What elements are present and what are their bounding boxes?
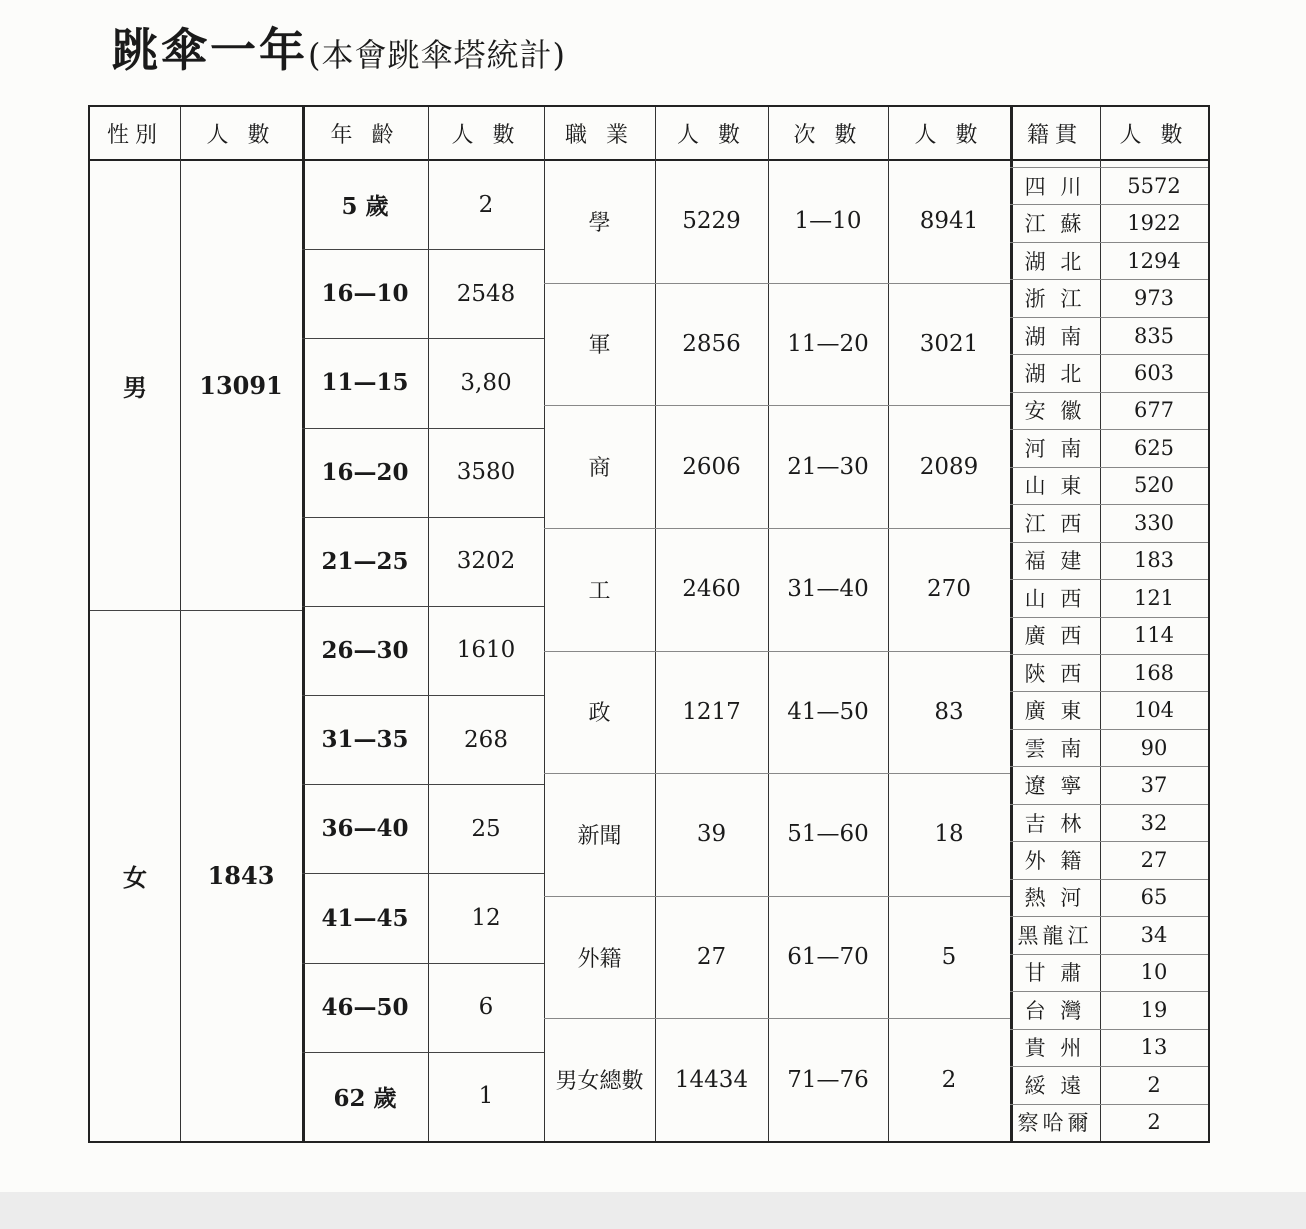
times-count: 3021: [919, 330, 979, 357]
age-count: 6: [478, 994, 494, 1021]
row-divider: [302, 338, 544, 339]
times-count: 83: [934, 698, 964, 725]
origin-count: 32: [1140, 810, 1168, 835]
age-range: 31—35: [321, 726, 409, 754]
sex-count: 1843: [207, 861, 275, 890]
times-range: 61—70: [787, 944, 869, 971]
age-range: 26—30: [321, 636, 409, 664]
origin-count: 973: [1133, 286, 1175, 311]
row-divider: [1010, 691, 1208, 692]
origin-province: 甘 肅: [1024, 961, 1086, 986]
age-count: 1: [478, 1083, 494, 1110]
occupation-label: 學: [588, 210, 611, 236]
age-count: 1610: [456, 637, 516, 664]
occupation-label: 商: [588, 456, 611, 482]
occupation-count: 39: [696, 821, 727, 848]
times-range: 21—30: [787, 453, 869, 480]
occupation-label: 政: [588, 701, 611, 727]
origin-province: 廣 東: [1024, 699, 1086, 724]
header-origin-count: 人 數: [1119, 123, 1189, 148]
origin-count: 104: [1133, 698, 1175, 723]
header-age: 年 齡: [330, 123, 400, 148]
row-divider: [1010, 954, 1208, 955]
times-range: 71—76: [787, 1066, 869, 1093]
header-occ-count: 人 數: [677, 123, 746, 148]
row-divider: [1010, 504, 1208, 505]
times-range: 11—20: [787, 330, 869, 357]
row-divider: [1010, 542, 1208, 543]
row-divider: [302, 784, 544, 785]
age-count: 2: [478, 191, 494, 218]
origin-province: 湖 北: [1024, 362, 1086, 387]
title-subtitle: (本會跳傘塔統計): [308, 36, 566, 74]
times-count: 18: [934, 821, 964, 848]
origin-count: 34: [1140, 922, 1168, 947]
occupation-count: 14434: [674, 1066, 749, 1093]
origin-province: 貴 州: [1024, 1036, 1086, 1061]
row-divider: [1010, 579, 1208, 580]
row-divider: [1010, 354, 1208, 355]
row-divider: [1010, 654, 1208, 655]
origin-count: 121: [1133, 585, 1175, 610]
origin-count: 625: [1133, 435, 1175, 460]
origin-count: 90: [1140, 735, 1168, 760]
header-sex: 性別: [106, 123, 163, 148]
times-range: 31—40: [787, 576, 869, 603]
row-divider: [1010, 204, 1208, 205]
row-divider: [1010, 317, 1208, 318]
sex-count: 13091: [199, 370, 283, 400]
origin-province: 廣 西: [1024, 624, 1086, 649]
row-divider: [302, 695, 544, 696]
origin-count: 37: [1140, 773, 1168, 798]
row-divider: [1010, 916, 1208, 917]
occupation-count: 2460: [682, 576, 741, 603]
origin-count: 10: [1140, 960, 1168, 985]
row-divider: [1010, 429, 1208, 430]
origin-province: 台 灣: [1024, 998, 1086, 1023]
origin-count: 1922: [1127, 211, 1181, 236]
origin-province: 外 籍: [1024, 849, 1086, 874]
row-divider: [1010, 879, 1208, 880]
row-divider: [1010, 1066, 1208, 1067]
age-range: 46—50: [321, 993, 409, 1021]
row-divider: [1010, 841, 1208, 842]
header-times-count: 人 數: [914, 123, 984, 148]
row-divider: [302, 873, 544, 874]
age-count: 2548: [456, 280, 516, 307]
origin-province: 湖 南: [1024, 324, 1086, 349]
origin-count: 2: [1147, 1072, 1161, 1097]
origin-province: 安 徽: [1024, 399, 1086, 424]
origin-count: 677: [1133, 398, 1175, 423]
header-sex-count: 人 數: [206, 123, 276, 148]
age-count: 3580: [456, 459, 516, 486]
origin-count: 1294: [1127, 248, 1181, 273]
age-range: 16—10: [321, 280, 409, 308]
origin-province: 河 南: [1024, 436, 1086, 461]
times-range: 51—60: [787, 821, 869, 848]
age-range: 36—40: [321, 815, 409, 843]
age-range: 21—25: [321, 547, 409, 575]
row-divider: [302, 606, 544, 607]
origin-count: 114: [1133, 623, 1175, 648]
origin-province: 陝 西: [1024, 661, 1086, 686]
age-range: 62 歲: [333, 1084, 397, 1112]
row-divider: [302, 517, 544, 518]
origin-count: 168: [1133, 660, 1175, 685]
row-divider: [302, 1052, 544, 1053]
row-divider: [1010, 804, 1208, 805]
origin-province: 黑龍江: [1017, 923, 1093, 948]
row-divider: [1010, 242, 1208, 243]
row-divider: [90, 610, 302, 611]
row-divider: [1010, 766, 1208, 767]
origin-province: 四 川: [1024, 174, 1086, 199]
age-range: 41—45: [321, 904, 409, 932]
origin-count: 330: [1133, 510, 1175, 535]
row-divider: [1010, 617, 1208, 618]
origin-province: 察哈爾: [1017, 1111, 1093, 1136]
origin-count: 65: [1140, 885, 1168, 910]
origin-count: 183: [1133, 548, 1175, 573]
header-occupation: 職 業: [565, 123, 634, 148]
occupation-label: 新聞: [577, 823, 622, 849]
row-divider: [1010, 392, 1208, 393]
times-range: 41—50: [787, 698, 869, 725]
row-divider: [302, 428, 544, 429]
row-divider: [1010, 1104, 1208, 1105]
origin-province: 江 西: [1024, 511, 1086, 536]
origin-count: 520: [1133, 473, 1175, 498]
bottom-margin: [0, 1192, 1306, 1229]
age-range: 11—15: [321, 369, 409, 397]
occupation-count: 27: [696, 944, 727, 971]
origin-count: 13: [1140, 1035, 1168, 1060]
origin-count: 603: [1133, 361, 1175, 386]
origin-province: 綏 遠: [1024, 1073, 1086, 1098]
occupation-count: 1217: [682, 698, 741, 725]
times-count: 8941: [919, 208, 979, 235]
occupation-count: 2606: [682, 453, 741, 480]
times-count: 2089: [919, 453, 979, 480]
origin-province: 福 建: [1024, 549, 1086, 574]
times-count: 270: [927, 576, 971, 603]
origin-province: 江 蘇: [1024, 212, 1086, 237]
age-count: 25: [471, 815, 501, 842]
row-divider: [302, 963, 544, 964]
origin-count: 27: [1140, 848, 1168, 873]
row-divider: [302, 249, 544, 250]
occupation-count: 2856: [682, 330, 741, 357]
occupation-label: 工: [588, 578, 611, 604]
origin-province: 浙 江: [1024, 287, 1086, 312]
row-divider: [1010, 467, 1208, 468]
age-range: 5 歲: [341, 193, 389, 221]
occupation-label: 外籍: [577, 946, 622, 972]
age-range: 16—20: [321, 458, 409, 486]
occupation-label: 男女總數: [555, 1069, 644, 1095]
origin-count: 5572: [1127, 173, 1181, 198]
row-divider: [1010, 1029, 1208, 1030]
title-main: 跳傘一年: [112, 23, 308, 77]
row-divider: [1010, 729, 1208, 730]
row-divider: [1010, 991, 1208, 992]
occupation-count: 5229: [682, 208, 741, 235]
origin-province: 雲 南: [1024, 736, 1086, 761]
origin-province: 遼 寧: [1024, 774, 1086, 799]
times-count: 5: [941, 944, 957, 971]
origin-province: 吉 林: [1024, 811, 1086, 836]
age-count: 3,80: [460, 369, 512, 396]
times-range: 1—10: [794, 208, 862, 235]
age-count: 268: [464, 726, 508, 753]
header-times: 次 數: [793, 123, 863, 148]
origin-count: 835: [1133, 323, 1175, 348]
sex-label: 男: [123, 372, 147, 402]
age-count: 3202: [456, 548, 516, 575]
times-count: 2: [941, 1066, 957, 1093]
occupation-label: 軍: [588, 333, 611, 359]
row-divider: [1010, 279, 1208, 280]
sex-label: 女: [123, 863, 147, 892]
origin-count: 2: [1147, 1110, 1161, 1135]
age-count: 12: [471, 905, 501, 932]
origin-count: 19: [1140, 997, 1168, 1022]
origin-province: 山 西: [1024, 586, 1086, 611]
origin-province: 熱 河: [1024, 886, 1086, 911]
header-age-count: 人 數: [451, 123, 521, 148]
header-origin: 籍貫: [1026, 123, 1083, 148]
origin-province: 山 東: [1024, 474, 1086, 499]
page-title: [112, 14, 566, 80]
origin-province: 湖 北: [1024, 249, 1086, 274]
